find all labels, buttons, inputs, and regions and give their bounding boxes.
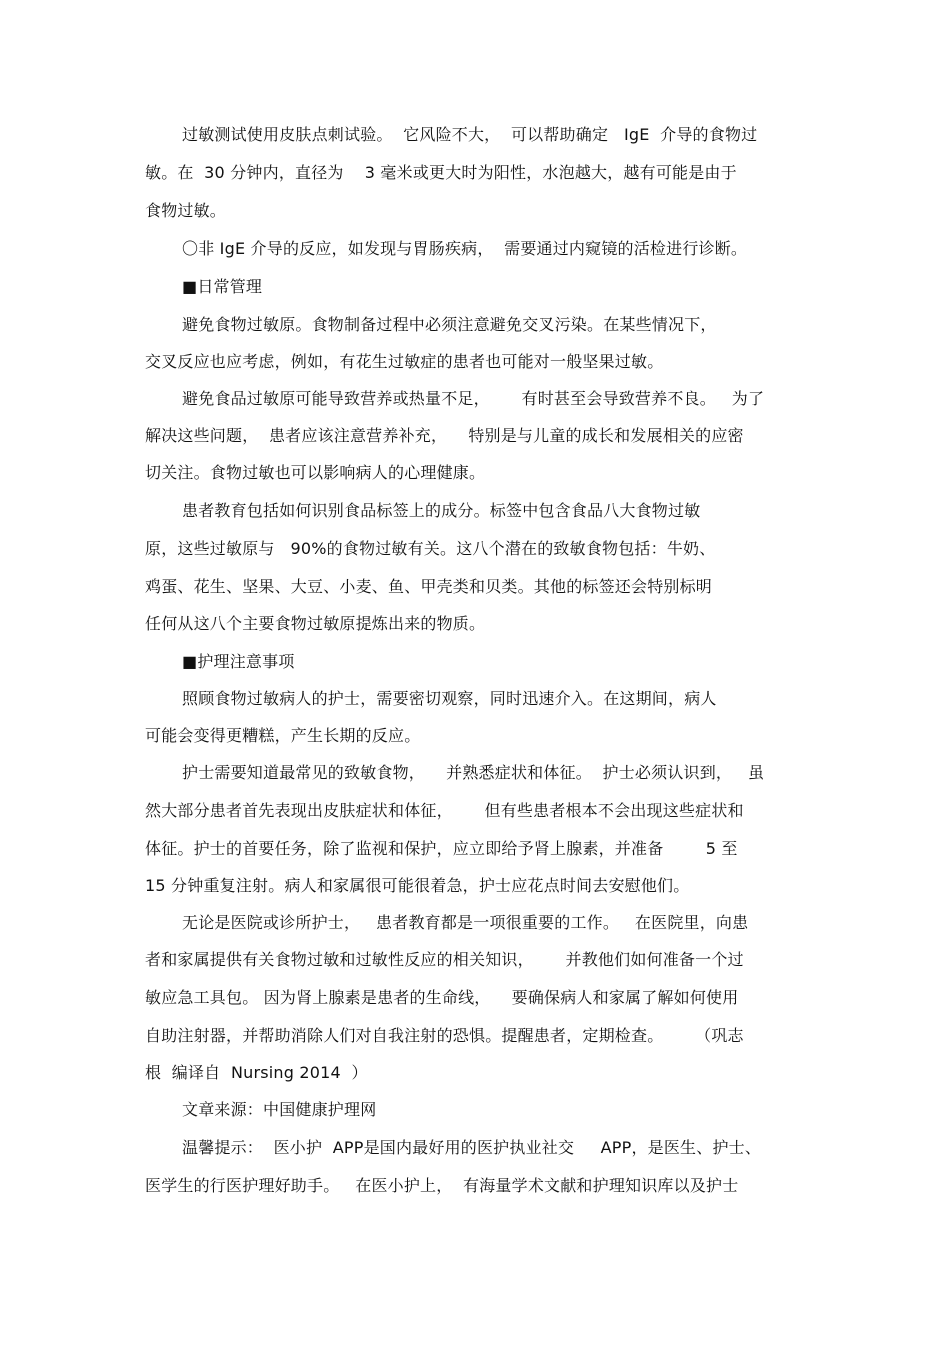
paragraph-line: 鸡蛋、花生、坚果、大豆、小麦、鱼、甲壳类和贝类。其他的标签还会特别标明 bbox=[145, 577, 713, 596]
paragraph-line: 无论是医院或诊所护士， 患者教育都是一项很重要的工作。 在医院里，向患 bbox=[182, 913, 749, 932]
paragraph-line: 避免食物过敏原。食物制备过程中必须注意避免交叉污染。在某些情况下， bbox=[182, 315, 717, 334]
paragraph-line: 自助注射器，并帮助消除人们对自我注射的恐惧。提醒患者，定期检查。 （巩志 bbox=[145, 1026, 744, 1045]
paragraph-line: 可能会变得更糟糕，产生长期的反应。 bbox=[145, 726, 421, 745]
paragraph-line: 食物过敏。 bbox=[145, 201, 227, 220]
paragraph-line: 敏。在 30 分钟内，直径为 3 毫米或更大时为阳性，水泡越大，越有可能是由于 bbox=[145, 163, 737, 182]
paragraph-line: 切关注。食物过敏也可以影响病人的心理健康。 bbox=[145, 463, 486, 482]
section-heading: ■护理注意事项 bbox=[182, 652, 295, 671]
paragraph-line: 护士需要知道最常见的致敏食物， 并熟悉症状和体征。 护士必须认识到， 虽 bbox=[182, 763, 765, 782]
paragraph-line: 体征。护士的首要任务，除了监视和保护，应立即给予肾上腺素，并准备 5 至 bbox=[145, 839, 738, 858]
paragraph-line: 照顾食物过敏病人的护士，需要密切观察，同时迅速介入。在这期间，病人 bbox=[182, 689, 717, 708]
paragraph-line: 交叉反应也应考虑，例如，有花生过敏症的患者也可能对一般坚果过敏。 bbox=[145, 352, 664, 371]
paragraph-line: 然大部分患者首先表现出皮肤症状和体征， 但有些患者根本不会出现这些症状和 bbox=[145, 801, 744, 820]
section-heading: ■日常管理 bbox=[182, 277, 263, 296]
paragraph-line: 敏应急工具包。 因为肾上腺素是患者的生命线， 要确保病人和家属了解如何使用 bbox=[145, 988, 739, 1007]
paragraph-line: 〇非 IgE 介导的反应，如发现与胃肠疾病， 需要通过内窥镜的活检进行诊断。 bbox=[182, 239, 748, 258]
paragraph-line: 原，这些过敏原与 90%的食物过敏有关。这八个潜在的致敏食物包括：牛奶、 bbox=[145, 539, 716, 558]
paragraph-line: 医学生的行医护理好助手。 在医小护上， 有海量学术文献和护理知识库以及护士 bbox=[145, 1176, 739, 1195]
paragraph-line: 15 分钟重复注射。病人和家属很可能很着急，护士应花点时间去安慰他们。 bbox=[145, 876, 690, 895]
paragraph-line: 解决这些问题， 患者应该注意营养补充， 特别是与儿童的成长和发展相关的应密 bbox=[145, 426, 744, 445]
paragraph-line: 任何从这八个主要食物过敏原提炼出来的物质。 bbox=[145, 614, 486, 633]
paragraph-line: 者和家属提供有关食物过敏和过敏性反应的相关知识， 并教他们如何准备一个过 bbox=[145, 950, 744, 969]
source-line: 文章来源：中国健康护理网 bbox=[182, 1100, 377, 1119]
paragraph-line: 过敏测试使用皮肤点刺试验。 它风险不大， 可以帮助确定 IgE 介导的食物过 bbox=[182, 125, 758, 144]
paragraph-line: 患者教育包括如何识别食品标签上的成分。标签中包含食品八大食物过敏 bbox=[182, 501, 701, 520]
paragraph-line: 避免食品过敏原可能导致营养或热量不足， 有时甚至会导致营养不良。 为了 bbox=[182, 389, 765, 408]
paragraph-line: 根 编译自 Nursing 2014 ） bbox=[145, 1063, 368, 1082]
paragraph-line: 温馨提示： 医小护 APP是国内最好用的医护执业社交 APP，是医生、护士、 bbox=[182, 1138, 762, 1157]
